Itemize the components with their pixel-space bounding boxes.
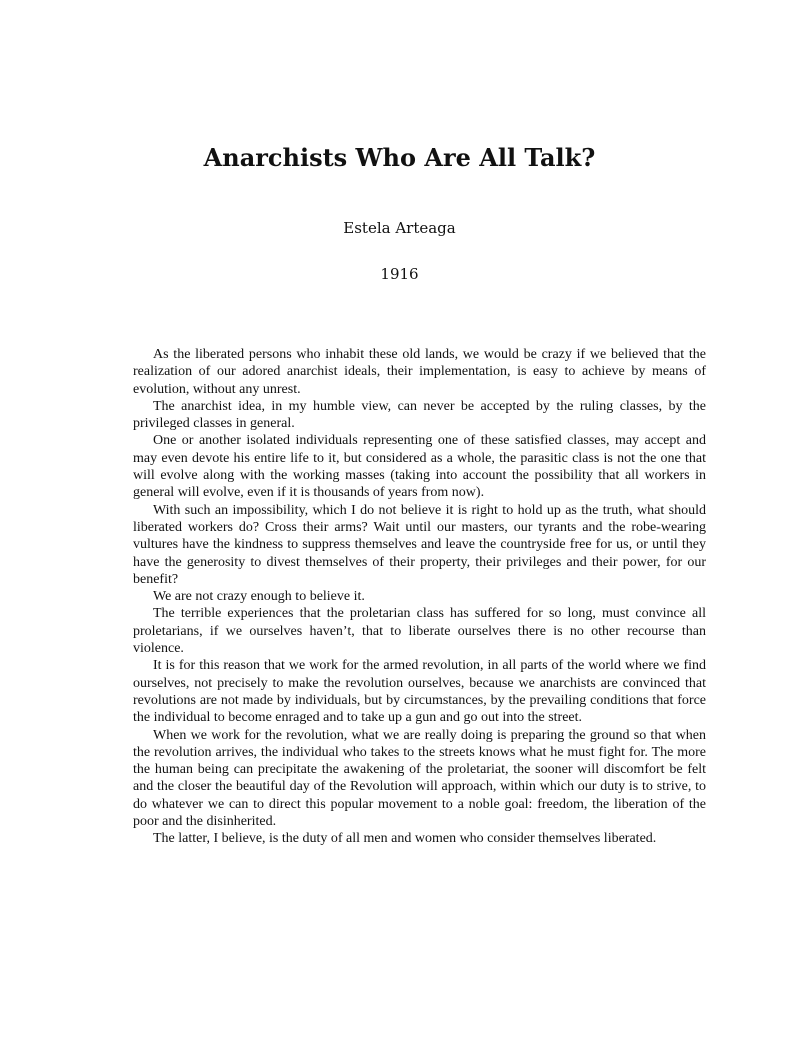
paragraph: We are not crazy enough to believe it. xyxy=(153,589,365,605)
paragraph: As the liberated persons who inhabit these old lands, we would be crazy if we believed that the realization of our adored anarchist ideals, their implementation, is easy to achieve by means of evolution, without any unrest. xyxy=(133,347,706,397)
paragraph: The terrible experiences that the proletarian class has suffered for so long, must convince all proletarians, if we ourselves haven’t, that to liberate ourselves there is no other recourse than violence. xyxy=(133,606,706,657)
paragraph: With such an impossibility, which I do not believe it is right to hold up as the truth, what should liberated workers do? Cross their arms? Wait until our masters, our tyrants and the robe-wearing vultures have the kindness to suppress themselves and leave the countryside free for us, or until they have the generosity to divest themselves of their property, their privileges and their power, for our benefit? xyxy=(133,502,706,587)
document-author: Estela Arteaga xyxy=(343,219,456,237)
paragraph: The latter, I believe, is the duty of all men and women who consider themselves liberated. xyxy=(153,831,657,847)
paragraph: When we work for the revolution, what we are really doing is preparing the ground so that when the revolution arrives, the individual who takes to the streets knows what he must fight for. The more the human being can precipitate the awakening of the proletariat, the sooner will discomfort be felt and the closer the beautiful day of the Revolution will approach, within which our duty is to strive, to do whatever we can to direct this popular movement to a noble goal: freedom, the liberation of the poor and the disinherited. xyxy=(133,727,706,830)
document-body xyxy=(133,346,706,848)
paragraph: One or another isolated individuals representing one of these satisfied classes, may accept and may even devote his entire life to it, but considered as a whole, the parasitic class is not the one that will evolve along with the working masses (taking into account the possibility that all workers in general will evolve, even if it is thousands of years from now). xyxy=(133,433,706,501)
document-year: 1916 xyxy=(380,265,419,283)
document-title: Anarchists Who Are All Talk? xyxy=(203,143,596,172)
paragraph: The anarchist idea, in my humble view, can never be accepted by the ruling classes, by the privileged classes in general. xyxy=(133,398,706,432)
paragraph: It is for this reason that we work for the armed revolution, in all parts of the world where we find ourselves, not precisely to make the revolution ourselves, because we anarchists are convinced that revolutions are not made by individuals, but by circumstances, by the prevailing conditions that force the individual to become enraged and to take up a gun and go out into the street. xyxy=(133,658,706,726)
